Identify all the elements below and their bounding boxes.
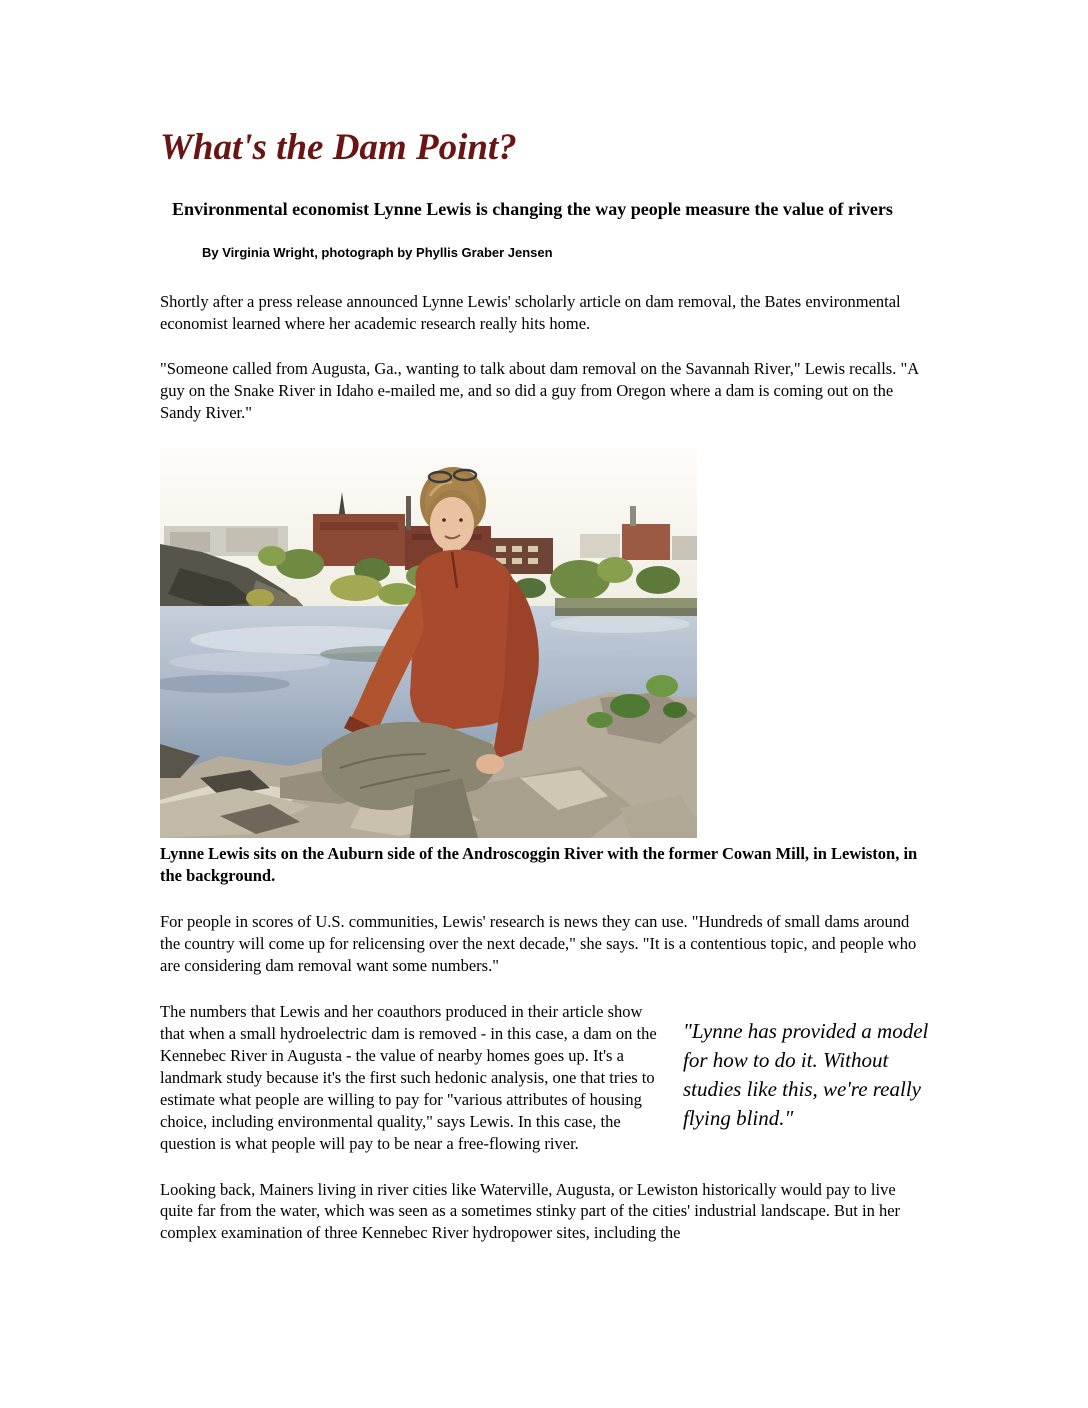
intro-paragraph-2: "Someone called from Augusta, Ga., wanting to talk about dam removal on the Savannah River," Lewis recalls. "A guy on the Snake River in Idaho e-mailed me, and so did a guy from Oregon where a dam is coming out on the Sandy River." <box>160 359 919 423</box>
photo-far-shore <box>555 598 697 616</box>
body-paragraph: For people in scores of U.S. communities, Lewis' research is news they can use. "Hundreds of small dams around the country will come up for relicensing over the next decade," she says. "It is a contentious topic, and people who are considering dam removal want some numbers." <box>160 912 917 975</box>
intro-paragraph-1: Shortly after a press release announced Lynne Lewis' scholarly article on dam removal, the Bates environmental economist learned where her academic research really hits home. <box>160 291 901 333</box>
pull-quote: "Lynne has provided a model for how to do it. Without studies like this, we're really flying blind." <box>683 1018 929 1130</box>
article-photo <box>160 448 697 838</box>
article-byline: By Virginia Wright, photograph by Phyllis Graber Jensen <box>202 245 553 261</box>
column-paragraph: The numbers that Lewis and her coauthors produced in their article show that when a small hydroelectric dam is removed - in this case, a dam on the Kennebec River in Augusta - the value of nearby homes goes up. It's a landmark study because it's the first such hedonic analysis, one that tries to estimate what people are willing to pay for "various attributes of housing choice, including environmental quality," says Lewis. In this case, the question is what people will pay to be near a free-flowing river. <box>160 1001 657 1153</box>
photo-caption: Lynne Lewis sits on the Auburn side of the Androscoggin River with the former Cowan Mill, in Lewiston, in the background. <box>160 844 918 886</box>
article-figure <box>160 448 932 887</box>
column-section <box>160 1001 932 1155</box>
closing-paragraph: Looking back, Mainers living in river cities like Waterville, Augusta, or Lewiston historically would pay to live quite far from the water, which was seen as a sometimes stinky part of the cities' industrial landscape. But in her complex examination of three Kennebec River hydropower sites, including the <box>160 1179 901 1243</box>
article-subtitle: Environmental economist Lynne Lewis is changing the way people measure the value of rivers <box>172 198 893 219</box>
page-title: What's the Dam Point? <box>160 127 517 168</box>
